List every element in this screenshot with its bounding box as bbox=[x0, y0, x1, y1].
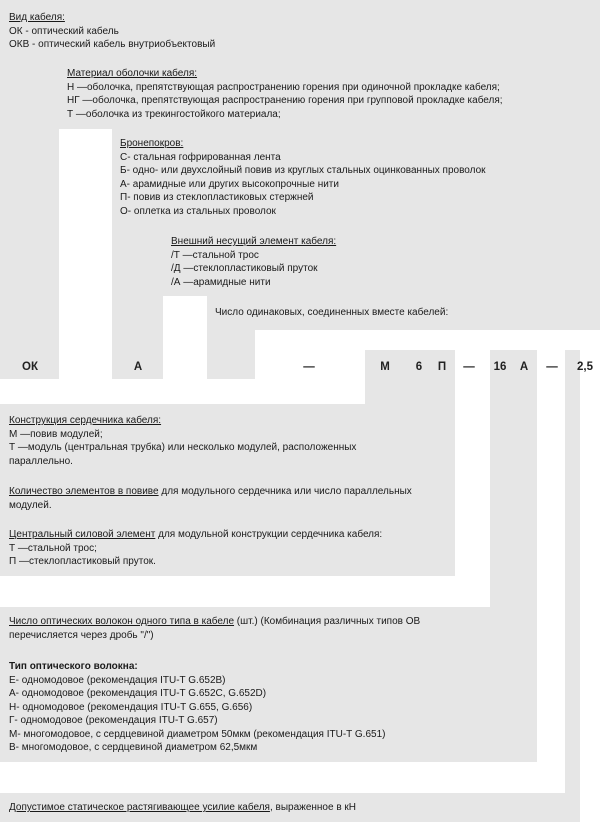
core-line: параллельно. bbox=[9, 455, 73, 467]
material-title: Материал оболочки кабеля: bbox=[67, 68, 198, 79]
type-line: В- многомодовое, с сердцевиной диаметром 62,5мкм bbox=[9, 742, 258, 753]
code-dash: — bbox=[546, 361, 558, 373]
nesush-line: /А —арамидные нити bbox=[171, 276, 271, 288]
column-type bbox=[511, 350, 537, 651]
bronya-line: А- арамидные или других высокопрочные нити bbox=[120, 178, 339, 190]
type-block bbox=[9, 660, 385, 755]
bronya-line: П- повив из стеклопластиковых стержней bbox=[120, 192, 314, 203]
vid-line: ОКВ - оптический кабель внутриобъектовый bbox=[9, 39, 216, 50]
code-central: П bbox=[437, 361, 447, 373]
tension-title: Допустимое статическое растягивающее усилие кабеля bbox=[9, 802, 270, 813]
material-line: Н —оболочка, препятствующая распространению горения при одиночной прокладке кабеля; bbox=[67, 81, 500, 93]
core-block bbox=[9, 414, 356, 468]
central-title: Центральный силовой элемент bbox=[9, 529, 156, 540]
nesush-line: /Д —стеклопластиковый пруток bbox=[171, 263, 318, 274]
tension-text: , выраженное в кН bbox=[269, 802, 357, 813]
central-line: Т —стальной трос; bbox=[9, 542, 97, 554]
nesush-block bbox=[171, 235, 336, 289]
count-block bbox=[215, 306, 448, 320]
tension-block bbox=[9, 801, 356, 815]
code-core: М bbox=[380, 361, 390, 373]
nesush-line: /Т —стальной трос bbox=[171, 249, 259, 261]
fibers-title: Число оптических волокон одного типа в кабеле bbox=[9, 616, 235, 627]
code-fibers: 16 bbox=[493, 361, 507, 373]
material-line: НГ —оболочка, препятствующая распространению горения при групповой прокладке кабеля; bbox=[67, 95, 503, 106]
type-line: Е- одномодовое (рекомендация ITU-T G.652B) bbox=[9, 674, 226, 686]
elements-line: модулей. bbox=[9, 499, 52, 511]
central-line: П —стеклопластиковый пруток. bbox=[9, 556, 156, 567]
bronya-title: Бронепокров: bbox=[120, 138, 184, 149]
column-ok bbox=[0, 59, 59, 379]
code-type: А bbox=[519, 361, 529, 373]
bronya-line: С- стальная гофрированная лента bbox=[120, 151, 281, 163]
column-central bbox=[431, 350, 455, 519]
elements-title: Количество элементов в повиве bbox=[9, 486, 159, 497]
core-line: Т —модуль (центральная трубка) или несколько модулей, расположенных bbox=[9, 442, 357, 453]
material-line: Т —оболочка из трекингостойкого материала; bbox=[67, 108, 281, 120]
column-count bbox=[207, 330, 255, 379]
core-line: М —повив модулей; bbox=[9, 428, 103, 440]
elements-text: для модульного сердечника или число параллельных bbox=[158, 486, 412, 497]
nesush-title: Внешний несущий элемент кабеля: bbox=[171, 236, 337, 247]
material-block bbox=[67, 67, 503, 121]
column-a bbox=[112, 226, 163, 379]
code-ok: ОК bbox=[22, 361, 38, 373]
column-fibers bbox=[490, 350, 511, 607]
type-line: Г- одномодовое (рекомендация ITU-T G.657) bbox=[9, 715, 218, 726]
code-dash: — bbox=[303, 361, 315, 373]
type-line: Н- одномодовое (рекомендация ITU-T G.655, G.656) bbox=[9, 701, 253, 713]
fibers-line: перечисляется через дробь "/") bbox=[9, 629, 154, 641]
central-text: для модульной конструкции сердечника кабеля: bbox=[155, 529, 383, 540]
type-title: Тип оптического волокна: bbox=[9, 661, 138, 672]
code-tension: 2,5 bbox=[577, 361, 593, 373]
central-block bbox=[9, 528, 382, 569]
fibers-text: (шт.) (Комбинация различных типов ОВ bbox=[234, 616, 421, 627]
elements-block bbox=[9, 485, 412, 512]
code-elements: 6 bbox=[415, 361, 423, 373]
bronya-line: О- оплетка из стальных проволок bbox=[120, 205, 276, 217]
vid-block bbox=[9, 11, 215, 52]
type-line: М- многомодовое, с сердцевиной диаметром 50мкм (рекомендация ITU-T G.651) bbox=[9, 728, 386, 740]
column-tension bbox=[565, 350, 580, 793]
core-title: Конструкция сердечника кабеля: bbox=[9, 415, 162, 426]
code-bronya: А bbox=[133, 361, 143, 373]
code-dash: — bbox=[463, 361, 475, 373]
count-text: Число одинаковых, соединенных вместе кабелей: bbox=[215, 307, 449, 318]
fibers-block bbox=[9, 615, 420, 642]
column-core bbox=[365, 350, 407, 404]
vid-line: ОК - оптический кабель bbox=[9, 25, 119, 37]
type-line: А- одномодовое (рекомендация ITU-T G.652C, G.652D) bbox=[9, 688, 267, 699]
bronya-block bbox=[120, 137, 486, 218]
vid-title: Вид кабеля: bbox=[9, 12, 65, 23]
bronya-line: Б- одно- или двухслойный повив из круглых стальных оцинкованных проволок bbox=[120, 165, 486, 176]
